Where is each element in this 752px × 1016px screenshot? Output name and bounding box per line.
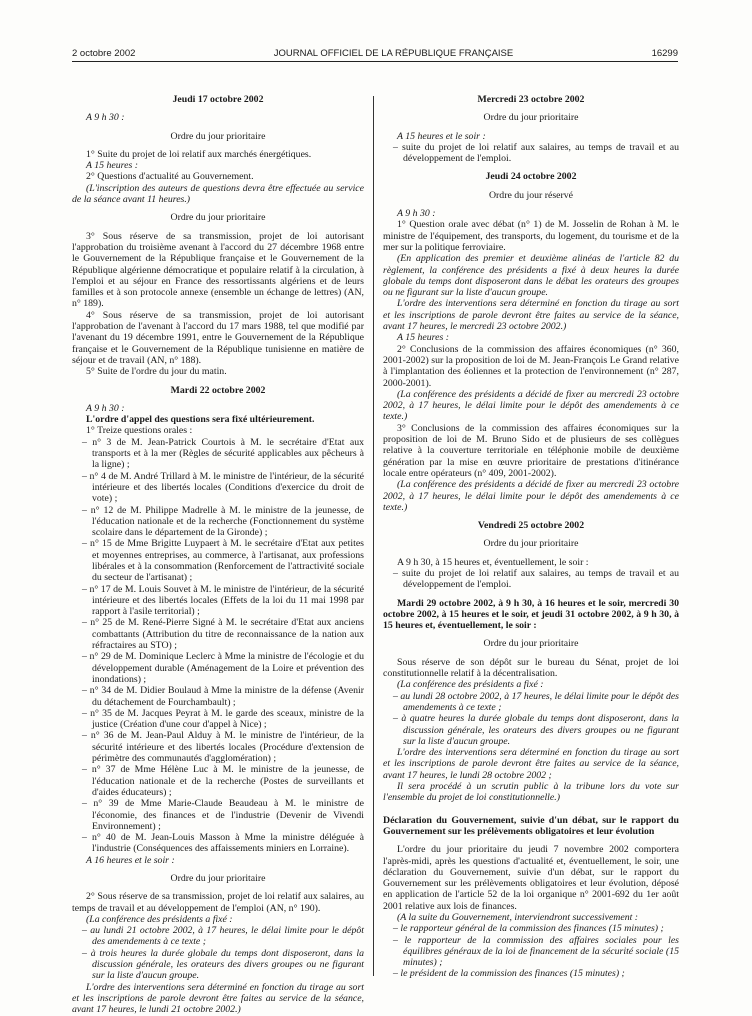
agenda-note: L'ordre des interventions sera déterminé en fonction du tirage au sort et les inscriptions de parole devront être faites au service de la séance, avant 17 heures, le mercredi 23 octobre 2002.) xyxy=(383,298,679,333)
agenda-note: (A la suite du Gouvernement, interviendront successivement : xyxy=(397,912,639,923)
list-item: – n° 3 de M. Jean-Patrick Courtois à M. le secrétaire d'Etat aux transports et à la mer (Règles de sécurité applicables aux pêcheurs à la ligne) ; xyxy=(82,436,364,471)
agenda-note: (En application des premier et deuxième alinéas de l'article 82 du règlement, la conférence des présidents a fixé à deux heures la durée globale du temps dont disposeront dans le débat les orateurs des groupes ou ne figurant sur la liste d'aucun groupe. xyxy=(383,253,679,299)
agenda-note: L'ordre des interventions sera déterminé en fonction du tirage au sort et les inscriptions de parole devront être faites au service de la séance, avant 17 heures, le lundi 21 octobre 2002.) xyxy=(72,981,364,1016)
agenda-note: L'ordre des interventions sera déterminé en fonction du tirage au sort et les inscriptions de parole devront être faites au service de la séance, avant 17 heures, le lundi 28 octobre 2002 ; xyxy=(383,747,679,781)
list-item: – n° 12 de M. Philippe Madrelle à M. le ministre de la jeunesse, de l'éducation nationale et de la recherche (Fonctionnement du système scolaire dans le département de la Gironde) ; xyxy=(82,504,364,539)
day-heading-25-oct: Vendredi 25 octobre 2002 xyxy=(477,520,585,532)
agenda-note: (L'inscription des auteurs de questions devra être effectuée au service de la séance avant 11 heures.) xyxy=(72,182,364,206)
agenda-note-bullet: – le rapporteur de la commission des affaires sociales pour les équilibres généraux de la loi de financement de la sécurité sociale (15 minutes) ; xyxy=(393,934,679,969)
agenda-note: (La conférence des présidents a décidé de fixer au mercredi 23 octobre 2002, à 17 heures, le délai limite pour le dépôt des amendements à ce texte.) xyxy=(383,479,679,513)
oral-questions-list xyxy=(72,437,364,855)
agenda-item: 3° Conclusions de la commission des affaires économiques sur la proposition de loi de M. Bruno Sido et de plusieurs de ses collègues relative à la couverture territoriale en téléphonie mobile de deuxième génération par la mise en œuvre prioritaire de prestations d'itinérance locale entre opérateurs (n° 409, 2001-2002). xyxy=(383,422,679,479)
time-label: A 9 h 30, à 15 heures et, éventuellement, le soir : xyxy=(397,556,589,568)
list-item: – n° 35 de M. Jacques Peyrat à M. le garde des sceaux, ministre de la justice (Création d'une cour d'appel à Nice) ; xyxy=(82,707,364,731)
list-item: – n° 29 de M. Dominique Leclerc à Mme la ministre de l'écologie et du développement durable (Aménagement de la Loire et prévention des inondations) ; xyxy=(82,651,364,685)
header-rule xyxy=(72,61,678,62)
agenda-note-bullet: – à trois heures la durée globale du temps dont disposeront, dans la discussion générale, les orateurs des divers groupes ou ne figurant sur la liste d'aucun groupe. xyxy=(82,947,364,982)
list-item: – n° 40 de M. Jean-Louis Masson à Mme la ministre déléguée à l'industrie (Conséquences des affaissements miniers en Lorraine). xyxy=(82,832,364,855)
agenda-item: 1° Treize questions orales : xyxy=(86,425,193,437)
agenda-subheading: Ordre du jour prioritaire xyxy=(483,638,579,650)
agenda-subheading: Ordre du jour réservé xyxy=(488,189,574,201)
list-item: – suite du projet de loi relatif aux salaires, au temps de travail et au développement de l'emploi. xyxy=(393,567,679,591)
agenda-subheading: Ordre du jour prioritaire xyxy=(170,212,266,224)
agenda-note-bullet: – le rapporteur général de la commission des finances (15 minutes) ; xyxy=(393,923,664,935)
agenda-item: L'ordre du jour prioritaire du jeudi 7 novembre 2002 comportera l'après-midi, après les questions d'actualité et, éventuellement, le soir, une déclaration du Gouvernement, suivie d'un débat, sur le rapport du Gouvernement sur les prélèvements obligatoires et leur évolution, déposé en application de l'article 52 de la loi organique n° 2001-692 du 1er août 2001 relative aux lois de finances. xyxy=(383,844,679,912)
agenda-subheading: Ordre du jour prioritaire xyxy=(483,538,579,550)
agenda-note-bullet: – au lundi 28 octobre 2002, à 17 heures, le délai limite pour le dépôt des amendements à ce texte ; xyxy=(393,690,679,713)
agenda-item: 2° Questions d'actualité au Gouvernement. xyxy=(86,171,254,183)
agenda-item: 3° Sous réserve de sa transmission, projet de loi autorisant l'approbation du troisième avenant à l'accord du 27 décembre 1968 entre le Gouvernement de la République française et le Gouvernement de la République algérienne démocratique et populaire relatif à la circulation, à l'emploi et au séjour en France des ressortissants algériens et de leurs familles et à son protocole annexe (ensemble un échange de lettres) (AN, n° 189). xyxy=(72,230,364,310)
agenda-item: 1° Question orale avec débat (n° 1) de M. Josselin de Rohan à M. le ministre de l'équipement, des transports, du logement, du tourisme et de la mer sur la politique ferroviaire. xyxy=(383,219,679,253)
header-page-number: 16299 xyxy=(651,48,678,59)
day-heading-24-oct: Jeudi 24 octobre 2002 xyxy=(485,171,577,183)
time-label: A 15 heures : xyxy=(86,160,138,172)
header-date: 2 octobre 2002 xyxy=(72,48,136,59)
agenda-note: (La conférence des présidents a décidé de fixer au mercredi 23 octobre 2002, à 17 heures, le délai limite pour le dépôt des amendements à ce texte.) xyxy=(383,388,679,423)
time-label: A 15 heures et le soir : xyxy=(397,130,486,142)
agenda-item: 5° Suite de l'ordre du jour du matin. xyxy=(86,366,227,378)
list-item: – n° 17 de M. Louis Souvet à M. le ministre de l'intérieur, de la sécurité intérieure et des libertés locales (Effets de la loi du 11 mai 1998 par rapport à l'asile territorial) ; xyxy=(82,583,364,618)
declaration-heading: Déclaration du Gouvernement, suivie d'un débat, sur le rapport du Gouvernement sur les prélèvements obligatoires et leur évolution xyxy=(383,814,679,837)
agenda-item: Sous réserve de son dépôt sur le bureau du Sénat, projet de loi constitutionnelle relatif à la décentralisation. xyxy=(383,656,679,680)
session-heading-29-31-oct: Mardi 29 octobre 2002, à 9 h 30, à 16 heures et le soir, mercredi 30 octobre 2002, à 15 heures et le soir, et jeudi 31 octobre 2002, à 9 h 30, à 15 heures et, éventuellement, le soir : xyxy=(383,597,679,632)
time-label: A 15 heures : xyxy=(397,332,449,344)
agenda-note-bullet: – au lundi 21 octobre 2002, à 17 heures, le délai limite pour le dépôt des amendements à ce texte ; xyxy=(82,925,364,948)
agenda-notice: L'ordre d'appel des questions sera fixé ultérieurement. xyxy=(86,414,315,426)
agenda-note-bullet: – le président de la commission des finances (15 minutes) ; xyxy=(393,968,625,980)
agenda-subheading: Ordre du jour prioritaire xyxy=(170,873,266,884)
agenda-note-bullet: – à quatre heures la durée globale du temps dont disposeront, dans la discussion générale, les orateurs des divers groupes ou ne figurant sur la liste d'aucun groupe. xyxy=(393,713,679,747)
page-header xyxy=(72,48,678,59)
list-item: – suite du projet de loi relatif aux salaires, au temps de travail et au développement de l'emploi. xyxy=(393,141,679,165)
list-item: – n° 36 de M. Jean-Paul Alduy à M. le ministre de l'intérieur, de la sécurité intérieure et des libertés locales (Procédure d'extension de périmètre des communautés d'agglomération) ; xyxy=(82,730,364,765)
time-label: A 9 h 30 : xyxy=(86,112,125,124)
list-item: – n° 34 de M. Didier Boulaud à Mme la ministre de la défense (Avenir du détachement de Fourchambault) ; xyxy=(82,685,364,708)
right-column xyxy=(383,94,679,980)
left-column xyxy=(72,94,364,1016)
agenda-item: 2° Sous réserve de sa transmission, projet de loi relatif aux salaires, au temps de travail et au développement de l'emploi (AN, n° 190). xyxy=(72,891,364,914)
day-heading-22-oct: Mardi 22 octobre 2002 xyxy=(170,384,266,396)
column-divider xyxy=(373,96,374,976)
list-item: – n° 37 de Mme Hélène Luc à M. le ministre de la jeunesse, de l'éducation nationale et de la recherche (Postes de surveillants et d'aides éducateurs) ; xyxy=(82,764,364,798)
list-item: – n° 15 de Mme Brigitte Luypaert à M. le secrétaire d'Etat aux petites et moyennes entreprises, au commerce, à l'artisanat, aux professions libérales et à la consommation (Renforcement de l'attractivité sociale du secteur de l'artisanat) ; xyxy=(82,538,364,584)
agenda-note: (La conférence des présidents a fixé : xyxy=(397,679,544,691)
agenda-item: 2° Conclusions de la commission des affaires économiques (n° 360, 2001-2002) sur la proposition de loi de M. Jean-François Le Grand relative à l'implantation des éoliennes et la protection de l'environnement (n° 287, 2000-2001). xyxy=(383,343,679,389)
list-item: – n° 39 de Mme Marie-Claude Beaudeau à M. le ministre de l'économie, des finances et de l'industrie (Devenir de Vivendi Environnement) ; xyxy=(82,798,364,832)
agenda-item: 4° Sous réserve de sa transmission, projet de loi autorisant l'approbation de l'avenant à l'accord du 17 mars 1988, tel que modifié par l'avenant du 19 décembre 1991, entre le Gouvernement de la République française et le Gouvernement de la République tunisienne en matière de séjour et de travail (AN, n° 188). xyxy=(72,309,364,366)
agenda-item: 1° Suite du projet de loi relatif aux marchés énergétiques. xyxy=(86,148,312,160)
agenda-subheading: Ordre du jour prioritaire xyxy=(170,130,266,142)
agenda-note: Il sera procédé à un scrutin public à la tribune lors du vote sur l'ensemble du projet de loi constitutionnelle.) xyxy=(383,781,679,804)
list-item: – n° 4 de M. André Trillard à M. le ministre de l'intérieur, de la sécurité intérieure et des libertés locales (Conditions d'exercice du droit de vote) ; xyxy=(82,470,364,505)
day-heading-23-oct: Mercredi 23 octobre 2002 xyxy=(477,94,585,105)
list-item: – n° 25 de M. René-Pierre Signé à M. le secrétaire d'Etat aux anciens combattants (Attribution du titre de reconnaissance de la nation aux réfractaires au STO) ; xyxy=(82,617,364,652)
time-label: A 9 h 30 : xyxy=(86,402,125,414)
time-label: A 9 h 30 : xyxy=(397,208,436,220)
agenda-note: (La conférence des présidents a fixé : xyxy=(86,913,233,925)
agenda-subheading: Ordre du jour prioritaire xyxy=(483,112,579,124)
header-journal-title: JOURNAL OFFICIEL DE LA RÉPUBLIQUE FRANÇAISE xyxy=(273,48,514,59)
time-label: A 16 heures et le soir : xyxy=(86,854,175,866)
day-heading-17-oct: Jeudi 17 octobre 2002 xyxy=(172,94,264,105)
